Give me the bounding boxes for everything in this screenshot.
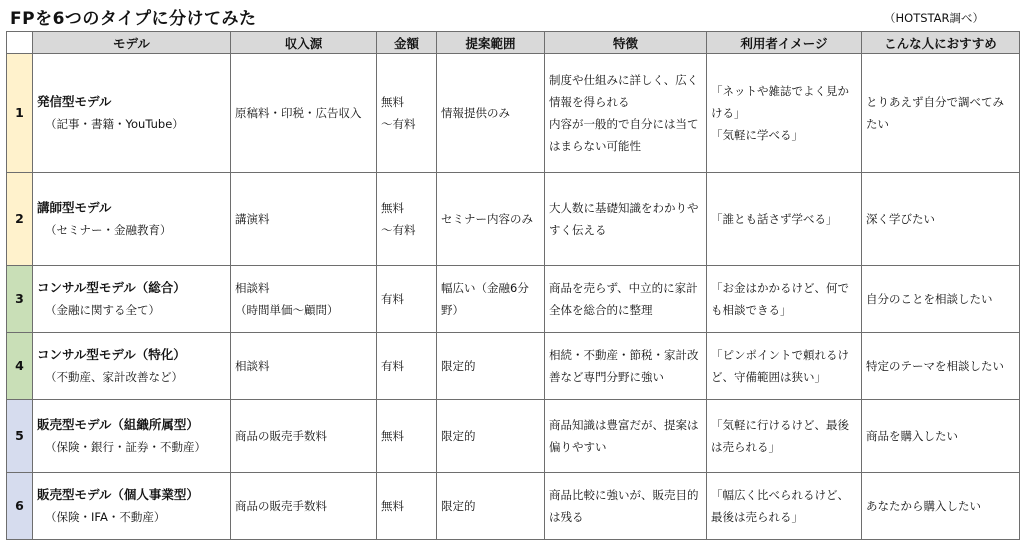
income-cell: 商品の販売手数料	[231, 400, 377, 473]
header-row	[7, 32, 1020, 54]
recommend-cell: 深く学びたい	[862, 173, 1020, 266]
model-cell	[33, 266, 231, 333]
recommend-cell: とりあえず自分で調べてみたい	[862, 54, 1020, 173]
amount-cell: 無料 〜有料	[377, 173, 437, 266]
row-number: 6	[7, 473, 33, 540]
model-name: 販売型モデル（個人事業型）	[37, 487, 199, 502]
amount-cell: 無料 〜有料	[377, 54, 437, 173]
income-cell: 相談料	[231, 333, 377, 400]
amount-cell: 有料	[377, 266, 437, 333]
income-cell: 相談料 （時間単価〜顧問）	[231, 266, 377, 333]
row-number: 2	[7, 173, 33, 266]
model-cell	[33, 333, 231, 400]
table-row	[7, 173, 1020, 266]
model-cell	[33, 173, 231, 266]
scope-cell: 限定的	[437, 473, 545, 540]
income-cell: 商品の販売手数料	[231, 473, 377, 540]
scope-cell: 限定的	[437, 400, 545, 473]
amount-cell: 無料	[377, 400, 437, 473]
scope-cell: セミナー内容のみ	[437, 173, 545, 266]
model-name: コンサル型モデル（特化）	[37, 347, 186, 362]
table-row	[7, 333, 1020, 400]
table-row	[7, 400, 1020, 473]
model-cell	[33, 54, 231, 173]
row-number: 3	[7, 266, 33, 333]
model-sub: （保険・銀行・証券・不動産）	[45, 440, 206, 454]
user-image-cell: 「幅広く比べられるけど、最後は売られる」	[707, 473, 862, 540]
model-sub: （金融に関する全て）	[45, 303, 160, 317]
model-name: 販売型モデル（組織所属型）	[37, 417, 199, 432]
table-row	[7, 473, 1020, 540]
header-user-image: 利用者イメージ	[707, 32, 862, 54]
user-image-cell: 「お金はかかるけど、何でも相談できる」	[707, 266, 862, 333]
feature-cell: 大人数に基礎知識をわかりやすく伝える	[545, 173, 707, 266]
model-sub: （保険・IFA・不動産）	[45, 510, 166, 524]
header-feature: 特徴	[545, 32, 707, 54]
scope-cell: 限定的	[437, 333, 545, 400]
model-sub: （セミナー・金融教育）	[45, 223, 172, 237]
header-blank	[7, 32, 33, 54]
feature-cell: 相続・不動産・節税・家計改善など専門分野に強い	[545, 333, 707, 400]
model-cell	[33, 400, 231, 473]
model-name: 発信型モデル	[37, 94, 112, 109]
header-model: モデル	[33, 32, 231, 54]
scope-cell: 幅広い（金融6分野）	[437, 266, 545, 333]
header-recommend: こんな人におすすめ	[862, 32, 1020, 54]
feature-cell: 商品知識は豊富だが、提案は偏りやすい	[545, 400, 707, 473]
model-name: 講師型モデル	[37, 200, 112, 215]
feature-cell: 制度や仕組みに詳しく、広く情報を得られる 内容が一般的で自分には当てはまらない可能性	[545, 54, 707, 173]
user-image-cell: 「ピンポイントで頼れるけど、守備範囲は狭い」	[707, 333, 862, 400]
recommend-cell: 商品を購入したい	[862, 400, 1020, 473]
recommend-cell: 特定のテーマを相談したい	[862, 333, 1020, 400]
feature-cell: 商品比較に強いが、販売目的は残る	[545, 473, 707, 540]
row-number: 5	[7, 400, 33, 473]
scope-cell: 情報提供のみ	[437, 54, 545, 173]
income-cell: 原稿料・印税・広告収入	[231, 54, 377, 173]
model-cell	[33, 473, 231, 540]
header-scope: 提案範囲	[437, 32, 545, 54]
model-name: コンサル型モデル（総合）	[37, 280, 186, 295]
amount-cell: 有料	[377, 333, 437, 400]
header-income: 収入源	[231, 32, 377, 54]
recommend-cell: あなたから購入したい	[862, 473, 1020, 540]
row-number: 1	[7, 54, 33, 173]
income-cell: 講演料	[231, 173, 377, 266]
recommend-cell: 自分のことを相談したい	[862, 266, 1020, 333]
row-number: 4	[7, 333, 33, 400]
table-row	[7, 54, 1020, 173]
amount-cell: 無料	[377, 473, 437, 540]
header-amount: 金額	[377, 32, 437, 54]
table-row	[7, 266, 1020, 333]
user-image-cell: 「ネットや雑誌でよく見かける」 「気軽に学べる」	[707, 54, 862, 173]
user-image-cell: 「誰とも話さず学べる」	[707, 173, 862, 266]
feature-cell: 商品を売らず、中立的に家計全体を総合的に整理	[545, 266, 707, 333]
user-image-cell: 「気軽に行けるけど、最後は売られる」	[707, 400, 862, 473]
model-sub: （不動産、家計改善など）	[45, 370, 183, 384]
page-title: FPを6つのタイプに分けてみた	[10, 9, 257, 29]
model-sub: （記事・書籍・YouTube）	[45, 117, 184, 131]
fp-type-table	[6, 31, 1020, 540]
source-note: （HOTSTAR調べ）	[884, 11, 985, 25]
